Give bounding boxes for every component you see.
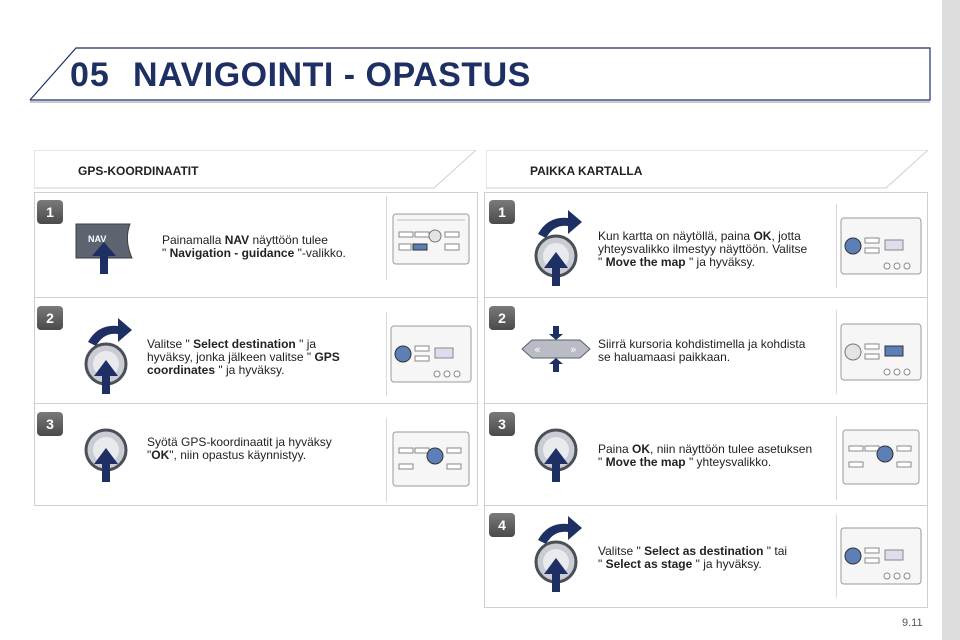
radio-unit-thumbnail [386, 312, 475, 396]
radio-unit-thumbnail [836, 204, 925, 288]
step-badge-2: 2 [489, 306, 515, 330]
rotary-knob-icon [528, 208, 588, 288]
rotary-knob-icon [528, 424, 588, 484]
right-heading-label: PAIKKA KARTALLA [530, 164, 643, 178]
step-badge-1: 1 [37, 200, 63, 224]
radio-unit-thumbnail [836, 514, 925, 598]
svg-text:»: » [570, 343, 577, 356]
step-divider [484, 505, 928, 506]
step-badge-4: 4 [489, 513, 515, 537]
chapter-number: 05 [70, 56, 110, 94]
page-number: 9.11 [902, 617, 923, 629]
nav-button-label: NAV [88, 234, 107, 244]
step-divider [34, 403, 478, 404]
right-step-4-text: Valitse " Select as destination " tai " Select as stage " ja hyväksy. [598, 544, 788, 571]
right-section-heading [486, 150, 928, 190]
page-title: NAVIGOINTI - OPASTUS [133, 56, 531, 94]
radio-unit-thumbnail [836, 416, 925, 500]
right-step-2-text: Siirrä kursoria kohdistimella ja kohdista se haluamaasi paikkaan. [598, 337, 806, 364]
rotary-knob-icon [78, 424, 138, 484]
left-heading-label: GPS-KOORDINAATIT [78, 164, 199, 178]
left-step-2-text: Valitse " Select destination " ja hyväksy, jonka jälkeen valitse " GPS coordinates " ja hyväksy. [147, 337, 340, 377]
step-badge-3: 3 [37, 412, 63, 436]
page-margin-strip [942, 0, 960, 640]
step-badge-2: 2 [37, 306, 63, 330]
step-badge-3: 3 [489, 412, 515, 436]
left-step-1-text: Painamalla NAV näyttöön tulee " Navigation - guidance "-valikko. [162, 233, 346, 260]
svg-text:«: « [534, 343, 541, 356]
rotary-knob-icon [528, 514, 588, 594]
nav-button-icon [74, 220, 144, 276]
page-header [0, 0, 942, 110]
radio-unit-thumbnail [386, 418, 475, 502]
left-section-heading [34, 150, 476, 190]
radio-unit-thumbnail [836, 310, 925, 394]
right-step-1-text: Kun kartta on näytöllä, paina OK, jotta yhteysvalikko ilmestyy näyttöön. Valitse " Move the map " ja hyväksy. [598, 229, 808, 269]
left-step-3-text: Syötä GPS-koordinaatit ja hyväksy "OK", niin opastus käynnistyy. [147, 435, 332, 462]
rotary-knob-icon [78, 316, 138, 396]
step-badge-1: 1 [489, 200, 515, 224]
step-divider [484, 403, 928, 404]
step-divider [34, 297, 478, 298]
right-step-3-text: Paina OK, niin näyttöön tulee asetuksen " Move the map " yhteysvalikko. [598, 442, 813, 469]
joystick-icon [516, 326, 596, 372]
radio-unit-thumbnail [386, 196, 475, 280]
step-divider [484, 297, 928, 298]
